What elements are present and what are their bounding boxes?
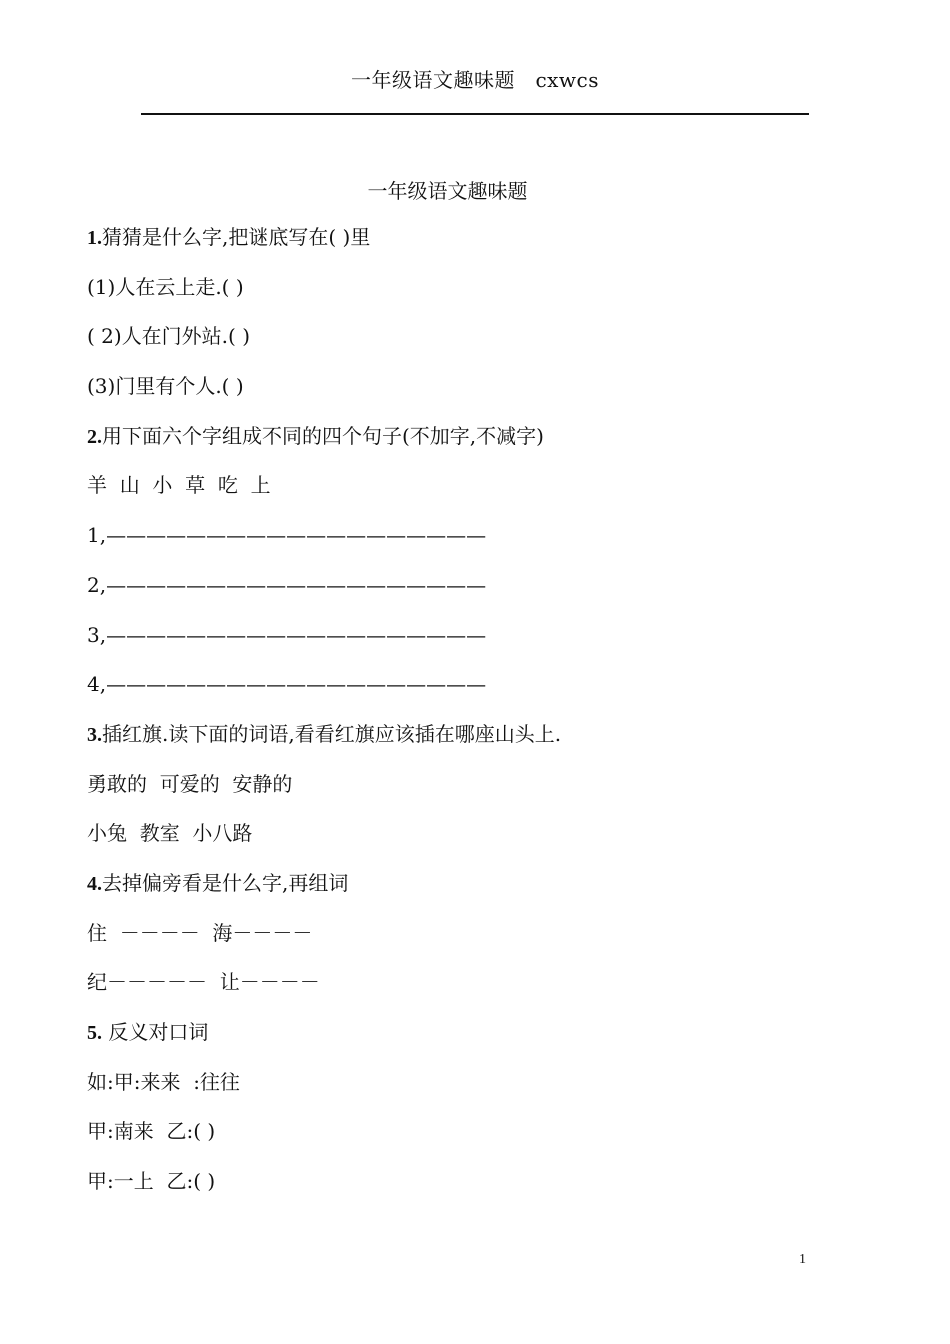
question-line (87, 1019, 867, 1069)
question-line (87, 721, 867, 771)
question-text: 插红旗.读下面的词语,看看红旗应该插在哪座山头上. (102, 721, 562, 746)
line-text: 4,——————————————————— (87, 672, 487, 697)
line-text: 小兔 教室 小八路 (87, 821, 253, 846)
line-text: 勇敢的 可爱的 安静的 (87, 771, 293, 796)
blank-line (87, 522, 867, 572)
line-text: 2,——————————————————— (87, 572, 487, 597)
answer-line (87, 820, 867, 870)
answer-line (87, 274, 867, 324)
question-text: 去掉偏旁看是什么字,再组词 (102, 870, 349, 895)
document-title: 一年级语文趣味题 (367, 179, 528, 203)
question-number: 2. (87, 425, 102, 448)
answer-line (87, 1069, 867, 1119)
answer-line (87, 1118, 867, 1168)
header-title: 一年级语文趣味题 cxwcs (350, 68, 600, 92)
line-text: (1)人在云上走.( ) (87, 274, 244, 299)
question-number: 1. (87, 227, 102, 249)
answer-line (87, 323, 867, 373)
blank-line (87, 622, 867, 672)
question-line (87, 870, 867, 920)
line-text: 如:甲:来来 :往往 (87, 1069, 240, 1094)
question-number: 4. (87, 872, 102, 895)
page-number: 1 (799, 1252, 806, 1267)
answer-line (87, 771, 867, 821)
line-text: (3)门里有个人.( ) (87, 374, 244, 399)
header-rule (141, 113, 809, 115)
answer-line (87, 472, 867, 522)
line-text: 甲:一上 乙:( ) (87, 1169, 216, 1194)
question-line (87, 423, 867, 473)
blank-line (87, 671, 867, 721)
question-text: 猜猜是什么字,把谜底写在( )里 (102, 225, 371, 249)
line-text: 甲:南来 乙:( ) (87, 1119, 216, 1144)
question-line (87, 224, 867, 274)
question-number: 3. (87, 723, 102, 746)
question-number: 5. (87, 1022, 102, 1044)
blank-line (87, 572, 867, 622)
answer-line (87, 969, 867, 1019)
line-text: 纪－－－－－ 让－－－－ (87, 970, 320, 995)
line-text: 1,——————————————————— (87, 523, 487, 548)
question-text: 用下面六个字组成不同的四个句子(不加字,不减字) (102, 423, 544, 448)
document-body (87, 224, 867, 1218)
question-text: 反义对口词 (102, 1020, 209, 1044)
line-text: ( 2)人在门外站.( ) (87, 324, 251, 349)
line-text: 3,——————————————————— (87, 622, 487, 647)
answer-line (87, 1168, 867, 1218)
answer-line (87, 920, 867, 970)
line-text: 住 －－－－ 海－－－－ (87, 920, 313, 945)
line-text: 羊 山 小 草 吃 上 (87, 473, 271, 498)
answer-line (87, 373, 867, 423)
